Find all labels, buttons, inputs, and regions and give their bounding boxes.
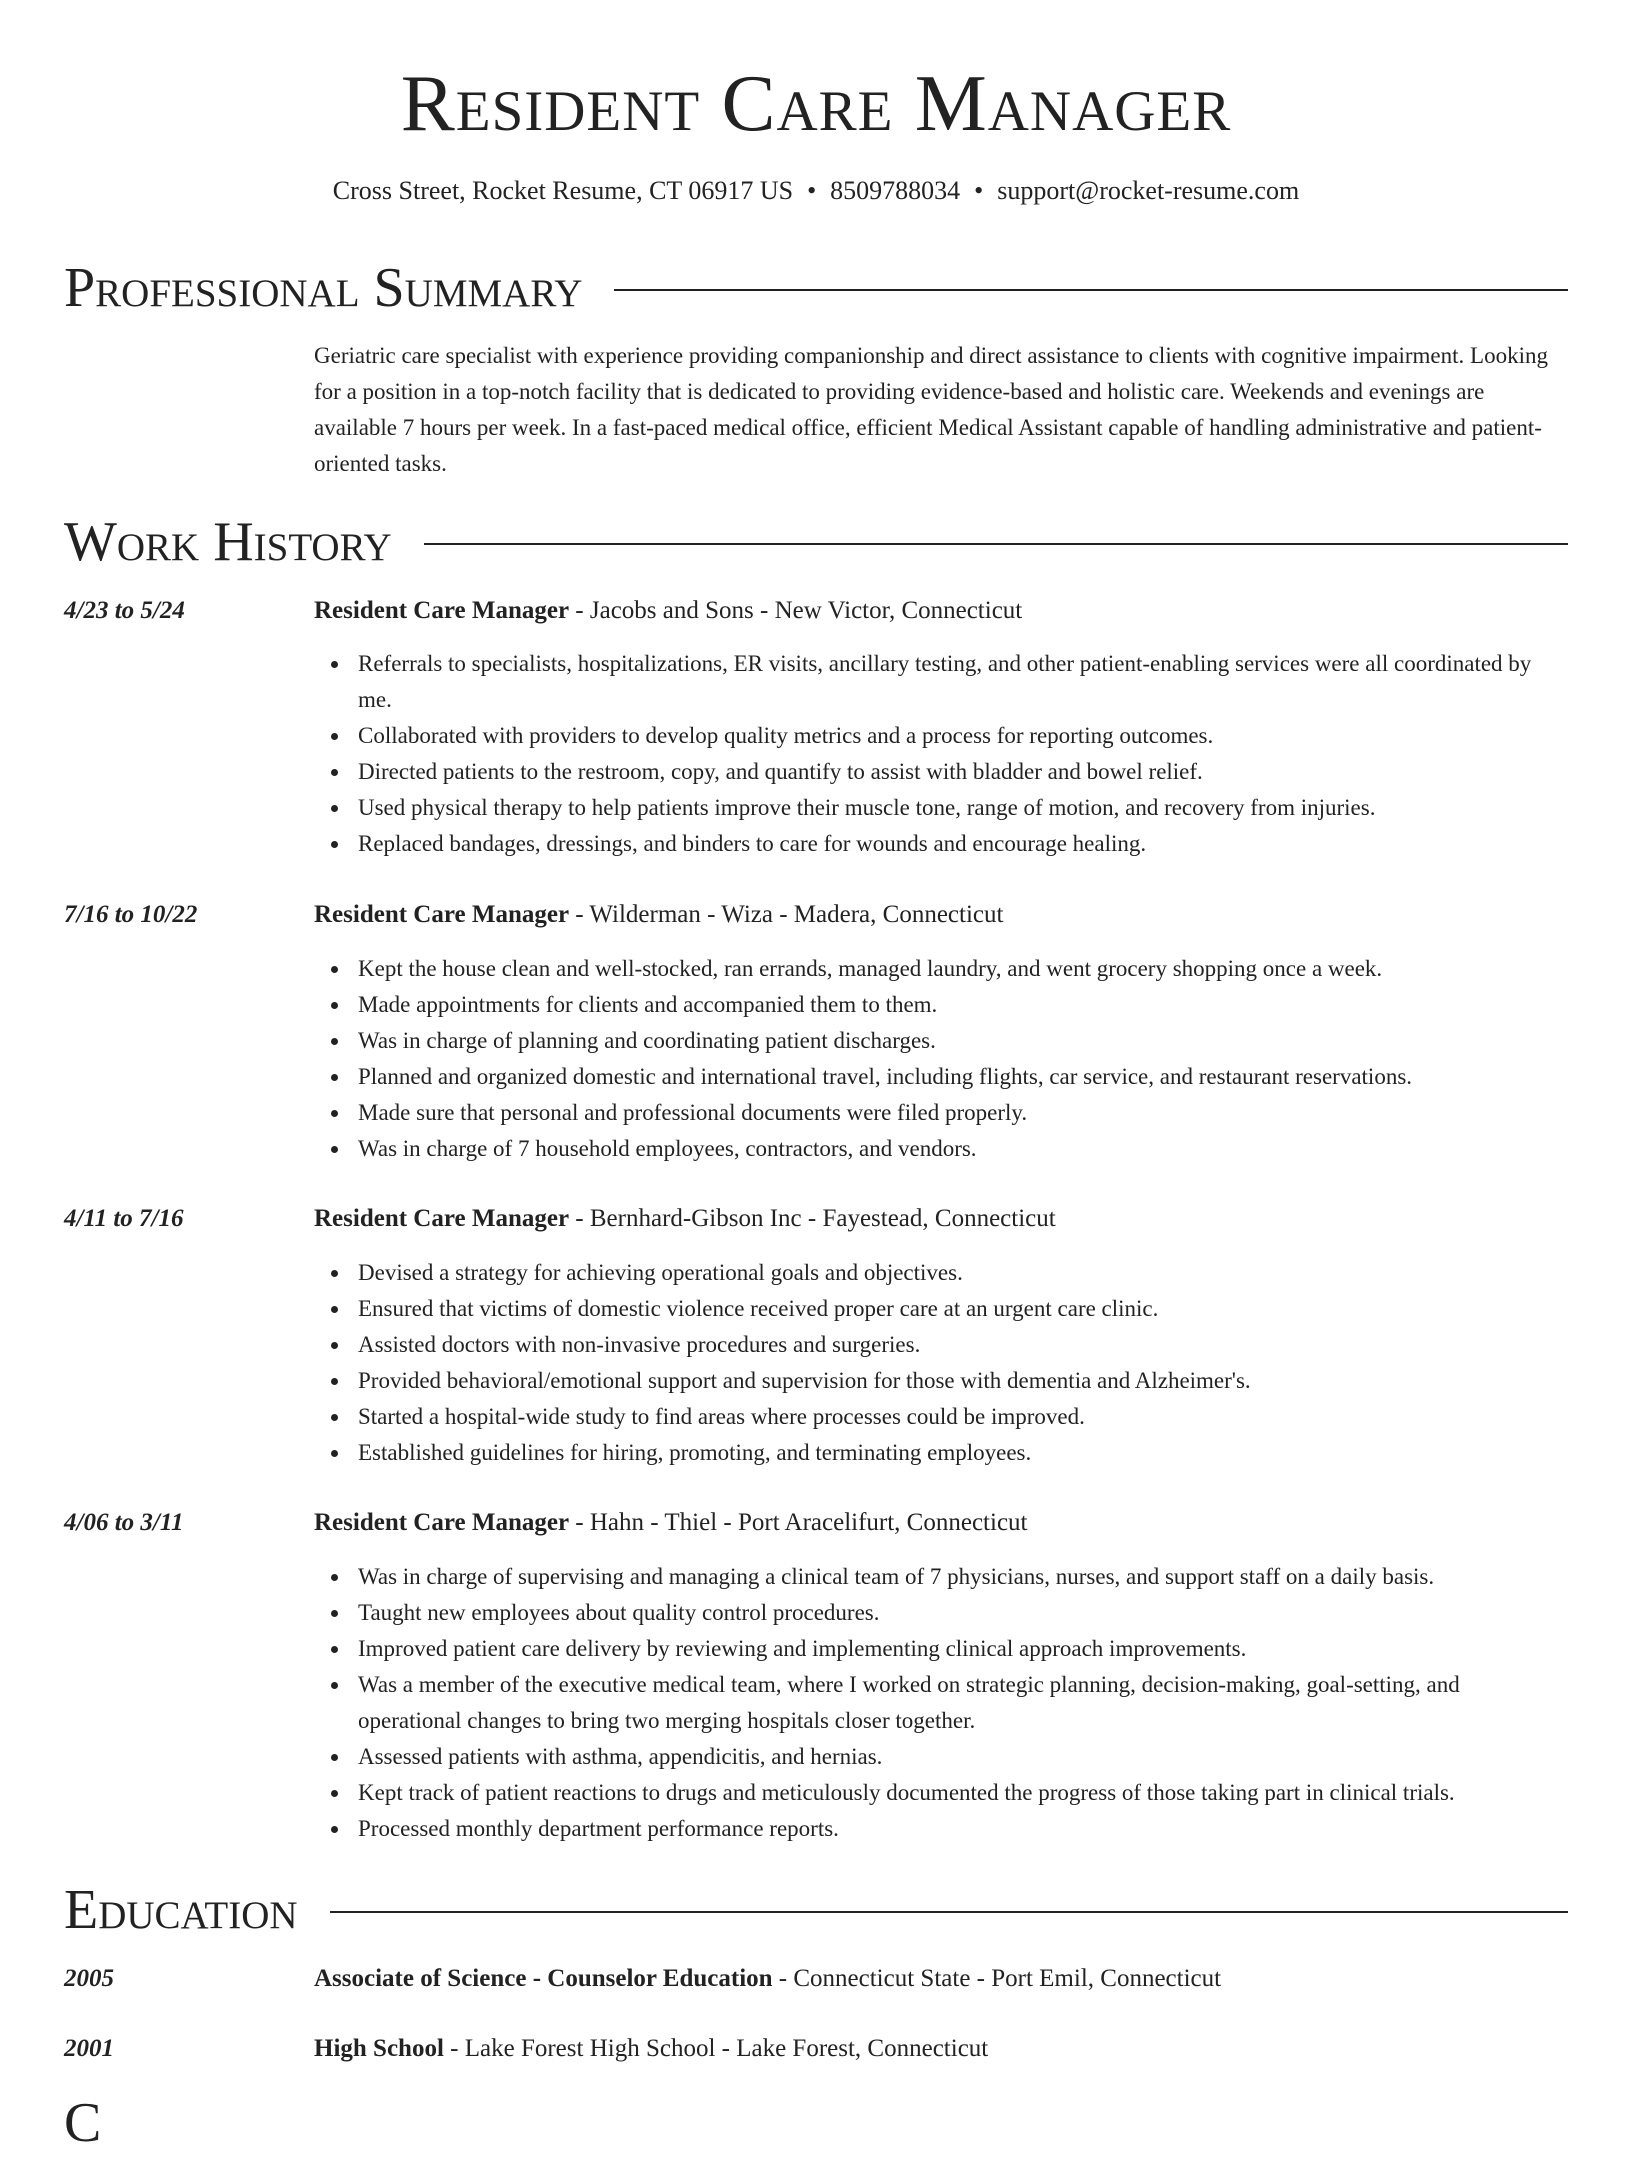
section-heading-next-cut-off: C — [64, 2092, 102, 2154]
job-bullet-list — [314, 951, 1568, 1167]
job-title-line — [314, 898, 1568, 932]
contact-phone: 8509788034 — [830, 176, 961, 205]
list-item: Kept track of patient reactions to drugs and meticulously documented the progress of those taking part in clinical trials. — [358, 1775, 1568, 1811]
education-year: 2005 — [64, 1965, 114, 1992]
job-bullet-list — [314, 1255, 1568, 1471]
job-dates: 4/06 to 3/11 — [64, 1509, 184, 1536]
list-item: Provided behavioral/emotional support and supervision for those with dementia and Alzheimer's. — [358, 1363, 1568, 1399]
list-item: Assisted doctors with non-invasive procedures and surgeries. — [358, 1327, 1568, 1363]
job-dates: 4/11 to 7/16 — [64, 1205, 184, 1232]
section-heading-summary — [64, 253, 1568, 323]
list-item: Improved patient care delivery by reviewing and implementing clinical approach improvements. — [358, 1631, 1568, 1667]
list-item: Collaborated with providers to develop quality metrics and a process for reporting outcomes. — [358, 718, 1568, 754]
education-details: - Connecticut State - Port Emil, Connecticut — [772, 1965, 1222, 1992]
job-details: - Wilderman - Wiza - Madera, Connecticut — [569, 901, 1004, 928]
job-title: Resident Care Manager — [314, 901, 570, 928]
list-item: Directed patients to the restroom, copy, and quantify to assist with bladder and bowel relief. — [358, 754, 1568, 790]
section-rule — [330, 1911, 1568, 1913]
education-degree: Associate of Science - Counselor Education — [314, 1965, 773, 1992]
list-item: Replaced bandages, dressings, and binders to care for wounds and encourage healing. — [358, 826, 1568, 862]
section-title: Professional Summary — [64, 257, 583, 319]
contact-address: Cross Street, Rocket Resume, CT 06917 US — [332, 176, 794, 205]
education-details: - Lake Forest High School - Lake Forest, Connecticut — [443, 2035, 989, 2062]
list-item: Assessed patients with asthma, appendicitis, and hernias. — [358, 1739, 1568, 1775]
list-item: Referrals to specialists, hospitalizations, ER visits, ancillary testing, and other patient-enabling services were all coordinated by me. — [358, 646, 1568, 718]
contact-separator: • — [807, 176, 817, 205]
section-heading-education — [64, 1875, 1568, 1945]
list-item: Made appointments for clients and accompanied them to them. — [358, 987, 1568, 1023]
list-item: Was in charge of supervising and managing a clinical team of 7 physicians, nurses, and support staff on a daily basis. — [358, 1559, 1568, 1595]
list-item: Was in charge of 7 household employees, contractors, and vendors. — [358, 1131, 1568, 1167]
section-title: Work History — [64, 511, 392, 573]
job-dates: 4/23 to 5/24 — [64, 597, 185, 624]
job-bullet-list — [314, 646, 1568, 862]
list-item: Taught new employees about quality control procedures. — [358, 1595, 1568, 1631]
summary-text: Geriatric care specialist with experience providing companionship and direct assistance to clients with cognitive impairment. Looking for a position in a top-notch facility that is dedicated to providing evidence-based and holistic care. Weekends and evenings are available 7 hours per week. In a fast-paced medical office, efficient Medical Assistant capable of handling administrative and patient-oriented tasks. — [314, 343, 1548, 476]
job-details: - Hahn - Thiel - Port Aracelifurt, Connecticut — [569, 1509, 1028, 1536]
job-title: Resident Care Manager — [314, 597, 570, 624]
list-item: Planned and organized domestic and international travel, including flights, car service, and restaurant reservations. — [358, 1059, 1568, 1095]
contact-line — [0, 174, 1632, 208]
education-line — [314, 1962, 1568, 1996]
list-item: Processed monthly department performance reports. — [358, 1811, 1568, 1847]
job-dates: 7/16 to 10/22 — [64, 901, 198, 928]
list-item: Devised a strategy for achieving operational goals and objectives. — [358, 1255, 1568, 1291]
education-line — [314, 2032, 1568, 2066]
job-title: Resident Care Manager — [314, 1205, 570, 1232]
job-title-line — [314, 1202, 1568, 1236]
list-item: Established guidelines for hiring, promoting, and terminating employees. — [358, 1435, 1568, 1471]
list-item: Ensured that victims of domestic violence received proper care at an urgent care clinic. — [358, 1291, 1568, 1327]
resume-name-heading: Resident Care Manager — [400, 58, 1232, 148]
job-title-line — [314, 1506, 1568, 1540]
section-rule — [424, 543, 1568, 545]
section-title: Education — [64, 1879, 298, 1941]
job-details: - Jacobs and Sons - New Victor, Connecticut — [569, 597, 1023, 624]
list-item: Was a member of the executive medical team, where I worked on strategic planning, decision-making, goal-setting, and operational changes to bring two merging hospitals closer together. — [358, 1667, 1568, 1739]
list-item: Used physical therapy to help patients improve their muscle tone, range of motion, and recovery from injuries. — [358, 790, 1568, 826]
job-title-line — [314, 594, 1568, 628]
list-item: Was in charge of planning and coordinating patient discharges. — [358, 1023, 1568, 1059]
section-heading-work-history — [64, 507, 1568, 577]
education-year: 2001 — [64, 2035, 114, 2062]
contact-separator: • — [974, 176, 984, 205]
education-degree: High School — [314, 2035, 444, 2062]
list-item: Kept the house clean and well-stocked, ran errands, managed laundry, and went grocery shopping once a week. — [358, 951, 1568, 987]
job-details: - Bernhard-Gibson Inc - Fayestead, Connecticut — [569, 1205, 1056, 1232]
section-rule — [614, 289, 1568, 291]
list-item: Started a hospital-wide study to find areas where processes could be improved. — [358, 1399, 1568, 1435]
job-title: Resident Care Manager — [314, 1509, 570, 1536]
contact-email: support@rocket-resume.com — [997, 176, 1300, 205]
job-bullet-list — [314, 1559, 1568, 1847]
list-item: Made sure that personal and professional documents were filed properly. — [358, 1095, 1568, 1131]
